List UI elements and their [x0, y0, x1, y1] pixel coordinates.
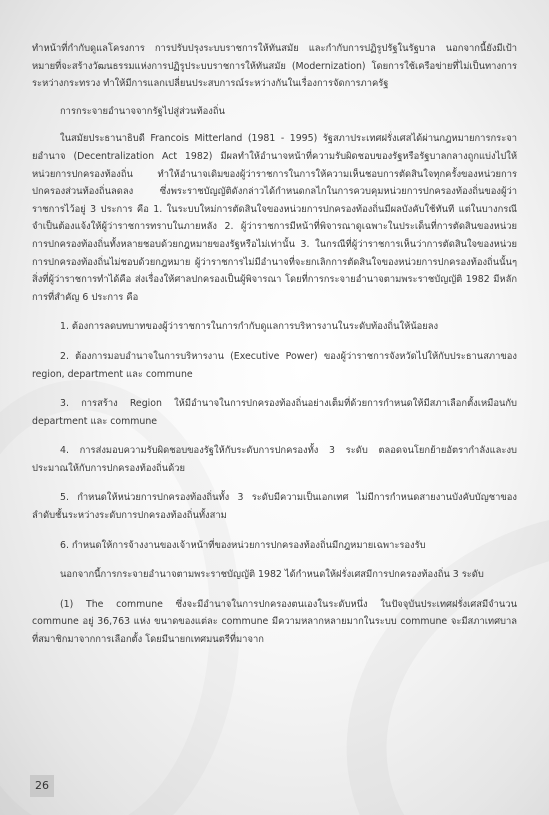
- list-item-6: 6. กำหนดให้การจ้างงานของเจ้าหน้าที่ของหน่วยการปกครองท้องถิ่นมีกฎหมายเฉพาะรองรับ: [60, 539, 426, 551]
- paragraph-decentralization: ในสมัยประธานาธิบดี Francois Mitterland (1981 - 1995) รัฐสภาประเทศฝรั่งเศสได้ผ่านกฎหมายการกระจายอำนาจ (Decentralization Act 1982) มีผลทำให้อำนาจหน้าที่ความรับผิดชอบของรัฐหรือรัฐบาลกลางถูกแบ่งไปให้หน่วยการปกครองท้องถิ่น ทำให้อำนาจเดิมของผู้ว่าราชการในการให้ความเห็นชอบการตัดสินใจทุกครั้งของหน่วยการปกครองส่วนท้องถิ่นลดลง ซึ่งพระราชบัญญัติดังกล่าวได้กำหนดกลไกในการควบคุมหน่วยการปกครองท้องถิ่นของผู้ว่าราชการไว้อยู่ 3 ประการ คือ 1. ในระบบใหม่การตัดสินใจของหน่วยการปกครองท้องถิ่นมีผลบังคับใช้ทันที แต่ในบางกรณีจำเป็นต้องแจ้งให้ผู้ว่าราชการทราบในภายหลัง 2. ผู้ว่าราชการมีหน้าที่พิจารณาดูเฉพาะในประเด็นที่การตัดสินของหน่วยการปกครองท้องถิ่นทั้งหลายชอบด้วยกฎหมายของรัฐหรือไม่เท่านั้น 3. ในกรณีที่ผู้ว่าราชการเห็นว่าการตัดสินใจของหน่วยการปกครองท้องถิ่นไม่ชอบด้วยกฎหมาย ผู้ว่าราชการไม่มีอำนาจที่จะยกเลิกการตัดสินใจของหน่วยการปกครองท้องถิ่นนั้นๆ สิ่งที่ผู้ว่าราชการทำได้คือ ส่งเรื่องให้ศาลปกครองเป็นผู้พิจารณา โดยที่การกระจายอำนาจตามพระราชบัญญัติ 1982 มีหลักการที่สำคัญ 6 ประการ คือ: [32, 133, 517, 303]
- page-number: 26: [30, 775, 54, 797]
- page-body: [32, 40, 517, 649]
- list-item-2: 2. ต้องการมอบอำนาจในการบริหารงาน (Executive Power) ของผู้ว่าราชการจังหวัดไปให้กับประธานสภาของ region, department และ commune: [32, 350, 517, 380]
- paragraph-intro: ทำหน้าที่กำกับดูแลโครงการ การปรับปรุงระบบราชการให้ทันสมัย และกำกับการปฏิรูปรัฐในรัฐบาล นอกจากนี้ยังมีเป้าหมายที่จะสร้างวัฒนธรรมแห่งการปฏิรูประบบราชการให้ทันสมัย (Modernization) โดยการใช้เครือข่ายที่ไม่เป็นทางการระหว่างกระทรวง ทำให้มีการแลกเปลี่ยนประสบการณ์ระหว่างกันในเรื่องการจัดการภาครัฐ: [32, 43, 517, 90]
- list-item-4: 4. การส่งมอบความรับผิดชอบของรัฐให้กับระดับการปกครองทั้ง 3 ระดับ ตลอดจนโยกย้ายอัตรากำลังและงบประมาณให้กับการปกครองท้องถิ่นด้วย: [32, 445, 517, 474]
- list-item-1: 1. ต้องการลดบทบาทของผู้ว่าราชการในการกำกับดูแลการบริหารงานในระดับท้องถิ่นให้น้อยลง: [60, 321, 439, 333]
- paragraph-commune: (1) The commune ซึ่งจะมีอำนาจในการปกครองตนเองในระดับหนึ่ง ในปัจจุบันประเทศฝรั่งเศสมีจำนวน commune อยู่ 36,763 แห่ง ขนาดของแต่ละ commune มีความหลากหลายมากในระบบ commune จะมีสภาเทศบาลที่สมาชิกมาจากการเลือกตั้ง โดยมีนายกเทศมนตรีที่มาจาก: [32, 598, 517, 646]
- section-heading: การกระจายอำนาจจากรัฐไปสู่ส่วนท้องถิ่น: [60, 105, 225, 117]
- paragraph-three-levels: นอกจากนี้การกระจายอำนาจตามพระราชบัญญัติ 1982 ได้กำหนดให้ฝรั่งเศสมีการปกครองท้องถิ่น 3 ระดับ: [60, 569, 484, 581]
- list-item-5: 5. กำหนดให้หน่วยการปกครองท้องถิ่นทั้ง 3 ระดับมีความเป็นเอกเทศ ไม่มีการกำหนดสายงานบังคับบัญชาของลำดับชั้นระหว่างระดับการปกครองท้องถิ่นทั้งสาม: [32, 492, 517, 522]
- list-item-3: 3. การสร้าง Region ให้มีอำนาจในการปกครองท้องถิ่นอย่างเต็มที่ด้วยการกำหนดให้มีสภาเลือกตั้งเหมือนกับ department และ commune: [32, 398, 517, 427]
